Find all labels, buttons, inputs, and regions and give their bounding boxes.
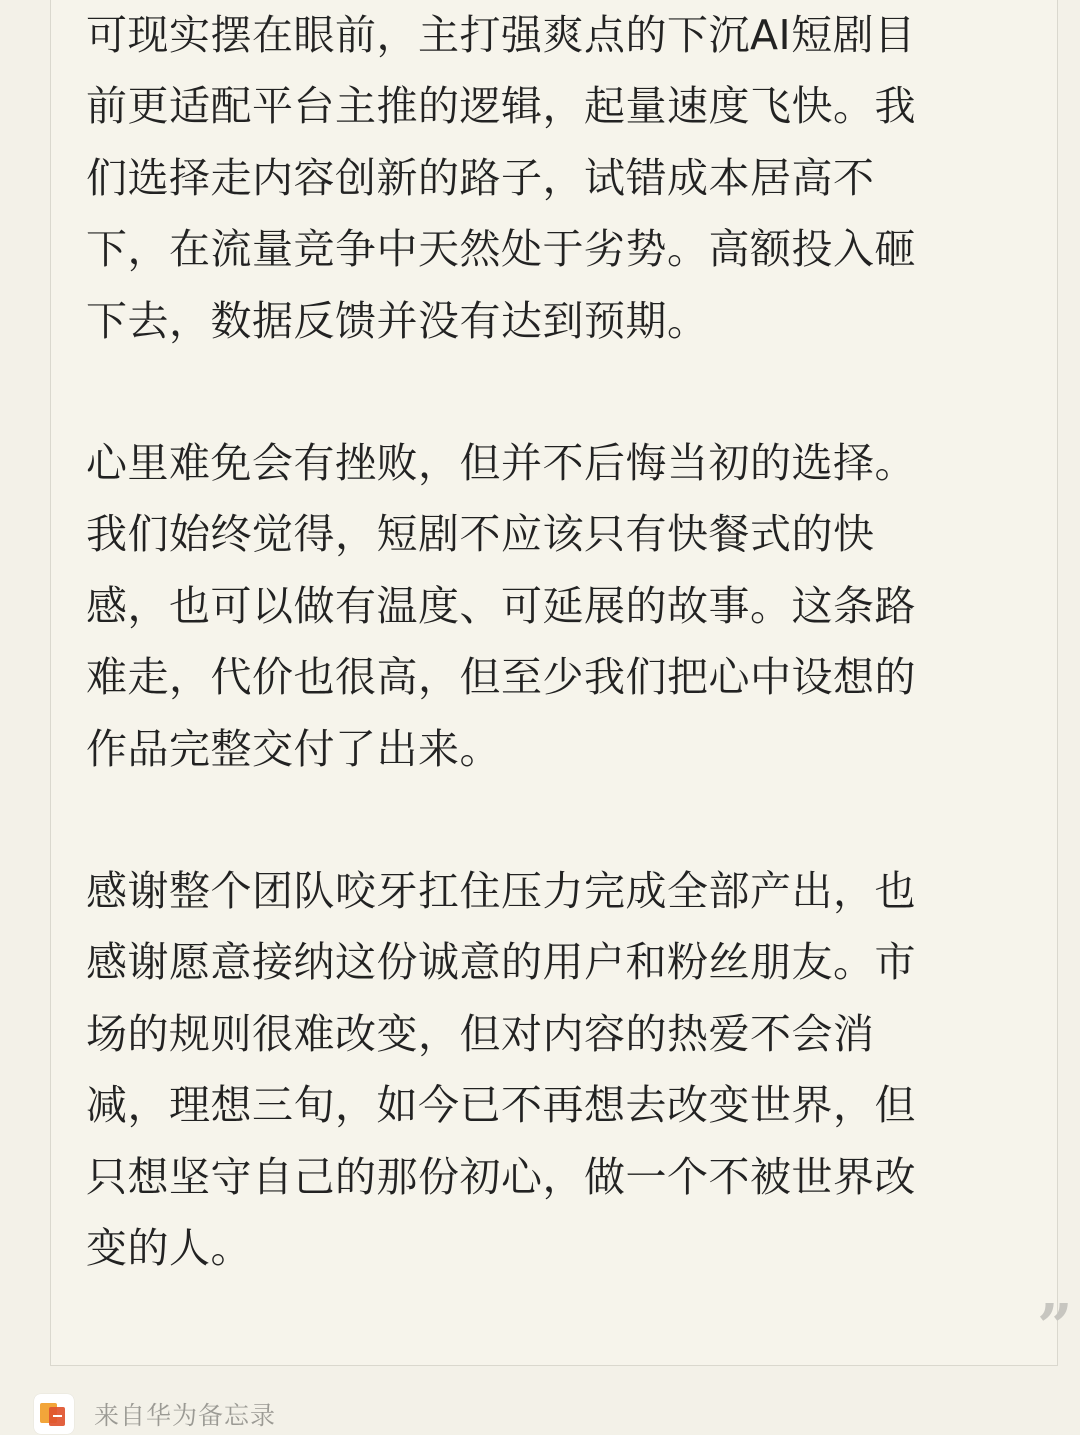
note-body	[86, 0, 946, 1285]
note-paragraph-3: 感谢整个团队咬牙扛住压力完成全部产出，也感谢愿意接纳这份诚意的用户和粉丝朋友。市场的规则很难改变，但对内容的热爱不会消减，理想三旬，如今已不再想去改变世界，但只想坚守自己的那份初心，做一个不被世界改变的人。	[86, 867, 916, 1273]
note-paragraph-1: 可现实摆在眼前，主打强爽点的下沉AI短剧目前更适配平台主推的逻辑，起量速度飞快。我们选择走内容创新的路子，试错成本居高不下，在流量竞争中天然处于劣势。高额投入砸下去，数据反馈并没有达到预期。	[86, 11, 916, 345]
huawei-notepad-icon	[34, 1394, 74, 1434]
source-label: 来自华为备忘录	[94, 1400, 277, 1430]
quote-mark-icon: ”	[1037, 1290, 1073, 1363]
note-paragraph-2: 心里难免会有挫败，但并不后悔当初的选择。我们始终觉得，短剧不应该只有快餐式的快感，也可以做有温度、可延展的故事。这条路难走，代价也很高，但至少我们把心中设想的作品完整交付了出来。	[86, 439, 916, 773]
source-footer[interactable]	[34, 1392, 276, 1435]
